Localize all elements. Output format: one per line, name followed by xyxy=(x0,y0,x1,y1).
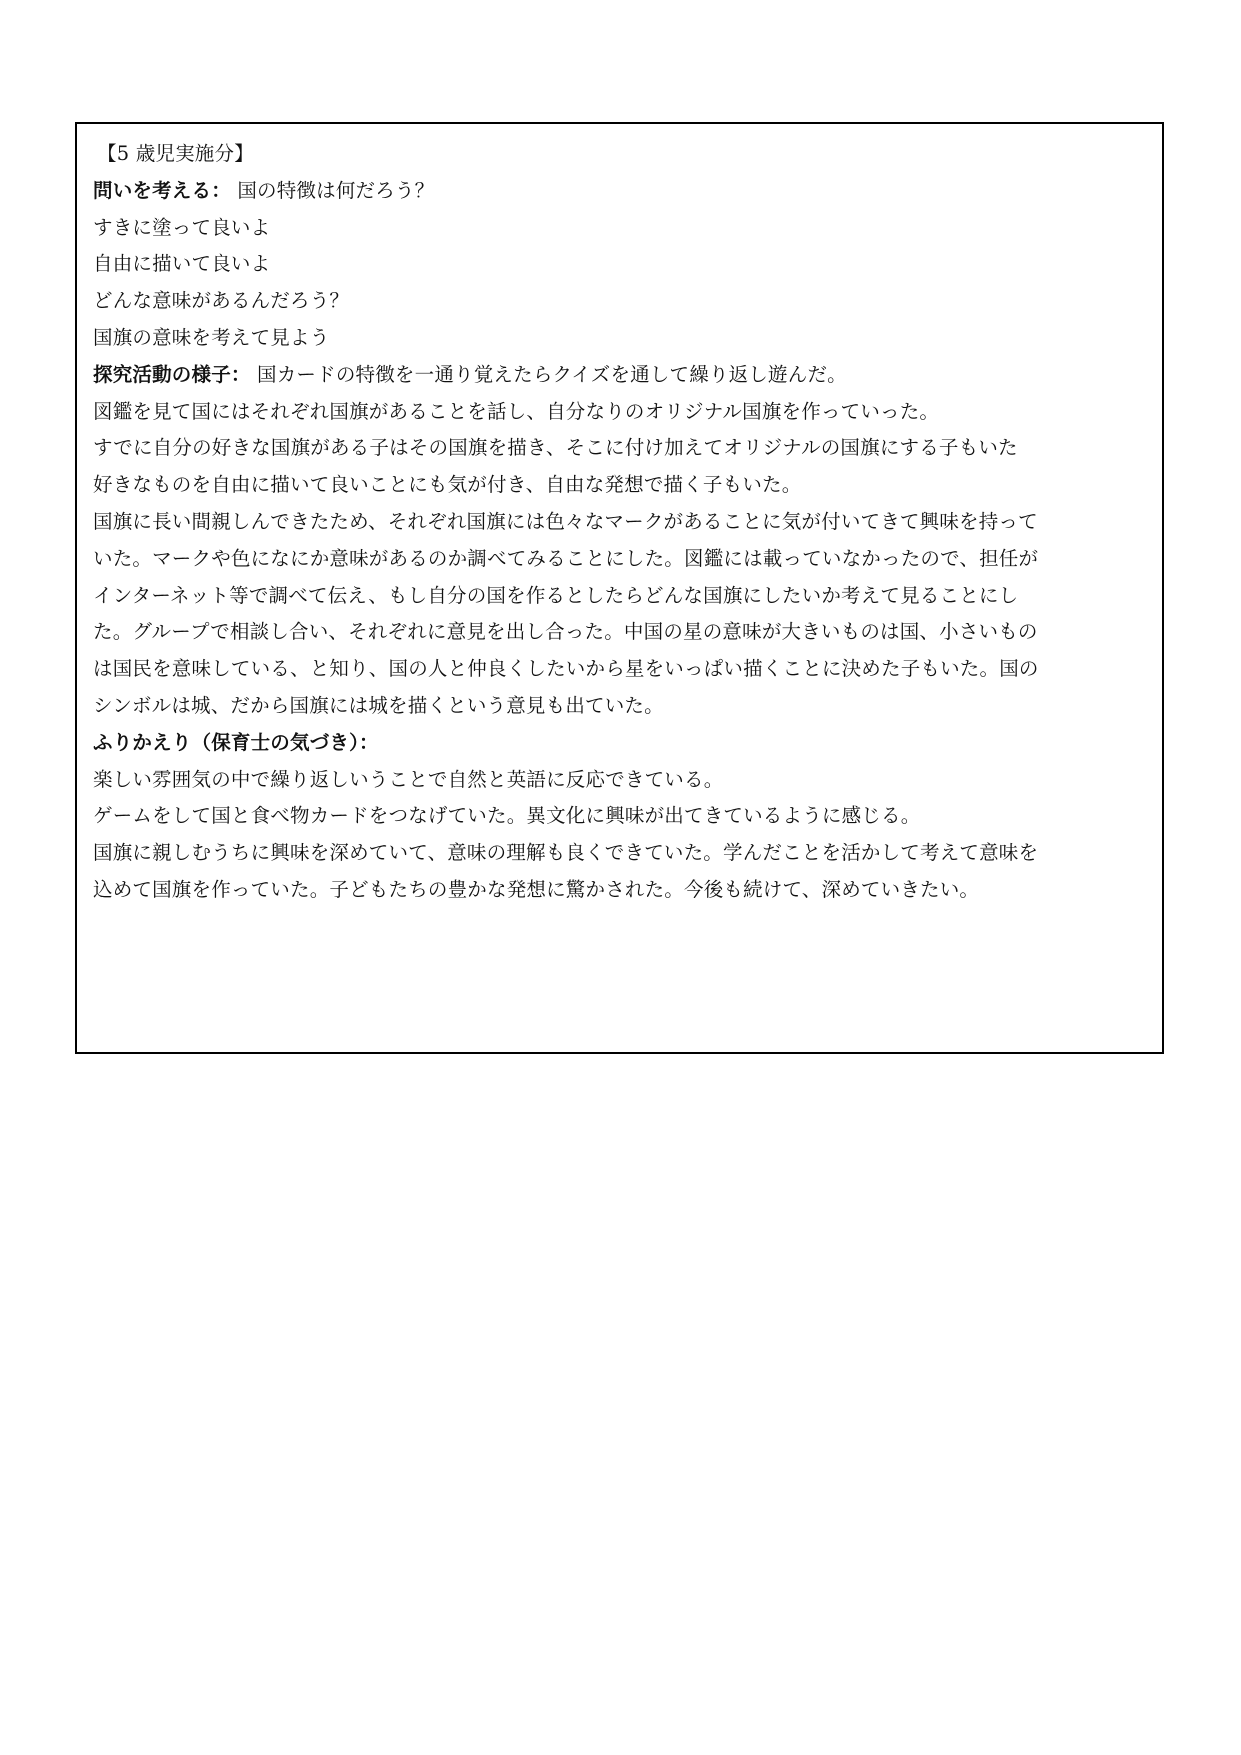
question-row xyxy=(93,173,1146,210)
question-text: 国の特徴は何だろう？ xyxy=(237,178,435,202)
question-line: 自由に描いて良いよ xyxy=(93,252,271,276)
activity-text: 国カードの特徴を一通り覚えたらクイズを通して繰り返し遊んだ。 xyxy=(257,362,847,386)
reflection-line: ゲームをして国と食べ物カードをつなげていた。異文化に興味が出てきているように感じる。 xyxy=(93,804,921,828)
question-line: どんな意味があるんだろう？ xyxy=(93,289,350,313)
question-heading: 問いを考える： xyxy=(93,178,231,202)
activity-row xyxy=(93,357,1146,394)
activity-line: インターネット等で調べて伝え、もし自分の国を作るとしたらどんな国旗にしたいか考えて見ることにし xyxy=(93,583,1019,607)
activity-line: 図鑑を見て国にはそれぞれ国旗があることを話し、自分なりのオリジナル国旗を作っていった。 xyxy=(93,399,940,423)
activity-line: は国民を意味している、と知り、国の人と仲良くしたいから星をいっぱい描くことに決めた子もいた。国の xyxy=(93,657,1039,681)
activity-line: いた。マークや色になにか意味があるのか調べてみることにした。図鑑には載っていなかったので、担任が xyxy=(93,546,1039,570)
reflection-line: 国旗に親しむうちに興味を深めていて、意味の理解も良くできていた。学んだことを活かして考えて意味を xyxy=(93,841,1039,865)
reflection-line: 込めて国旗を作っていた。子どもたちの豊かな発想に驚かされた。今後も続けて、深めていきたい。 xyxy=(93,877,980,901)
report-box xyxy=(75,122,1164,1054)
activity-line: シンボルは城、だから国旗には城を描くという意見も出ていた。 xyxy=(93,693,664,717)
activity-line: 好きなものを自由に描いて良いことにも気が付き、自由な発想で描く子もいた。 xyxy=(93,473,802,497)
question-line: すきに塗って良いよ xyxy=(93,215,271,239)
reflection-heading: ふりかえり（保育士の気づき）： xyxy=(93,730,379,754)
reflection-line: 楽しい雰囲気の中で繰り返しいうことで自然と英語に反応できている。 xyxy=(93,767,724,791)
activity-line: 国旗に長い間親しんできたため、それぞれ国旗には色々なマークがあることに気が付いてきて興味を持って xyxy=(93,509,1038,533)
report-title: 【5 歳児実施分】 xyxy=(97,142,254,165)
activity-line: すでに自分の好きな国旗がある子はその国旗を描き、そこに付け加えてオリジナルの国旗にする子もいた xyxy=(93,436,1018,460)
activity-heading: 探究活動の様子： xyxy=(93,362,251,386)
question-line: 国旗の意味を考えて見よう xyxy=(93,325,330,349)
activity-line: た。グループで相談し合い、それぞれに意見を出し合った。中国の星の意味が大きいものは国、小さいもの xyxy=(93,620,1038,644)
